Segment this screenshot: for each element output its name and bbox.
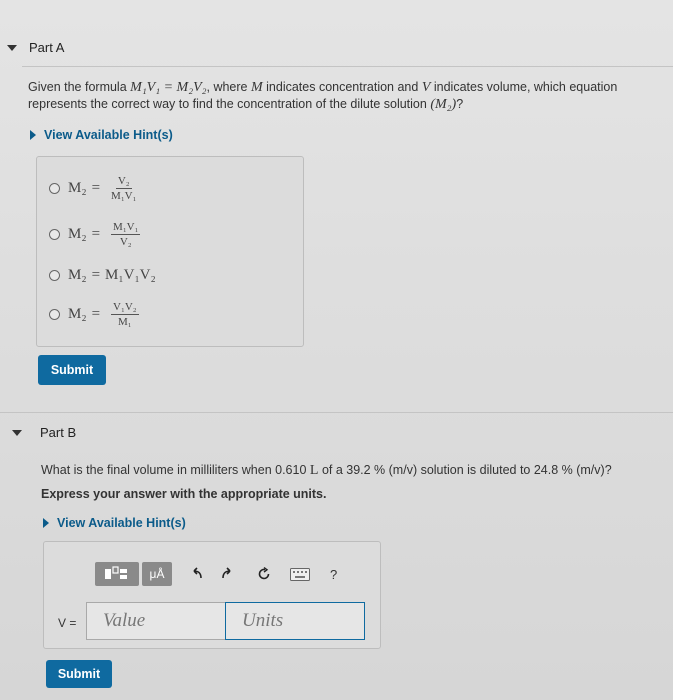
radio-button[interactable]	[49, 309, 60, 320]
option-1[interactable]: M₂ = $\frac{\text{V₂}}{\text{M₁V₁}}$	[49, 175, 136, 202]
math-toolbar	[95, 562, 337, 586]
part-a-submit-button[interactable]: Submit	[38, 355, 106, 385]
answer-options	[36, 156, 304, 347]
part-b-instruction: Express your answer with the appropriate units.	[41, 487, 327, 501]
part-b-header[interactable]	[12, 425, 76, 440]
option-4[interactable]: M₂ = $\frac{\text{V₁V₂}}{\text{M₁}}$	[49, 301, 139, 328]
part-a-question: Given the formula M₁V₁ = M₂V₂, where M indicates concentration and V indicates volume, which equation represents the correct way to find the concentration of the dilute solution (M₂)?	[28, 80, 618, 112]
part-b-title: Part B	[40, 425, 77, 440]
reset-icon[interactable]	[256, 566, 272, 582]
collapse-caret-icon	[7, 45, 17, 51]
value-input[interactable]: Value	[86, 602, 226, 640]
part-b-hint-toggle[interactable]: View Available Hint(s)	[43, 516, 186, 530]
undo-icon[interactable]	[190, 567, 204, 581]
divider	[22, 66, 673, 67]
option-2[interactable]: M₂ = $\frac{\text{M₁V₁}}{\text{V₂}}$	[49, 221, 140, 248]
help-icon[interactable]: ?	[330, 566, 338, 582]
units-button[interactable]: μÅ	[142, 562, 172, 586]
expand-caret-icon	[30, 130, 36, 140]
divider	[0, 412, 673, 413]
part-a-hint-toggle[interactable]: View Available Hint(s)	[30, 128, 173, 142]
radio-button[interactable]	[49, 229, 60, 240]
radio-button[interactable]	[49, 270, 60, 281]
expand-caret-icon	[43, 518, 49, 528]
part-b-question: What is the final volume in milliliters when 0.610 L of a 39.2 % (m/v) solution is diluted to 24.8 % (m/v)?	[41, 463, 612, 478]
collapse-caret-icon	[12, 430, 22, 436]
keyboard-icon[interactable]	[290, 568, 310, 581]
variable-label: V =	[58, 616, 77, 630]
units-input[interactable]: Units	[225, 602, 365, 640]
part-b-submit-button[interactable]: Submit	[46, 660, 112, 688]
radio-button[interactable]	[49, 183, 60, 194]
part-a-title: Part A	[29, 40, 65, 55]
answer-input-panel	[43, 541, 381, 649]
part-a-header[interactable]	[7, 40, 64, 55]
option-3[interactable]: M₂ = M₁V₁V₂	[49, 267, 156, 284]
templates-icon[interactable]	[95, 562, 139, 586]
redo-icon[interactable]	[220, 567, 234, 581]
